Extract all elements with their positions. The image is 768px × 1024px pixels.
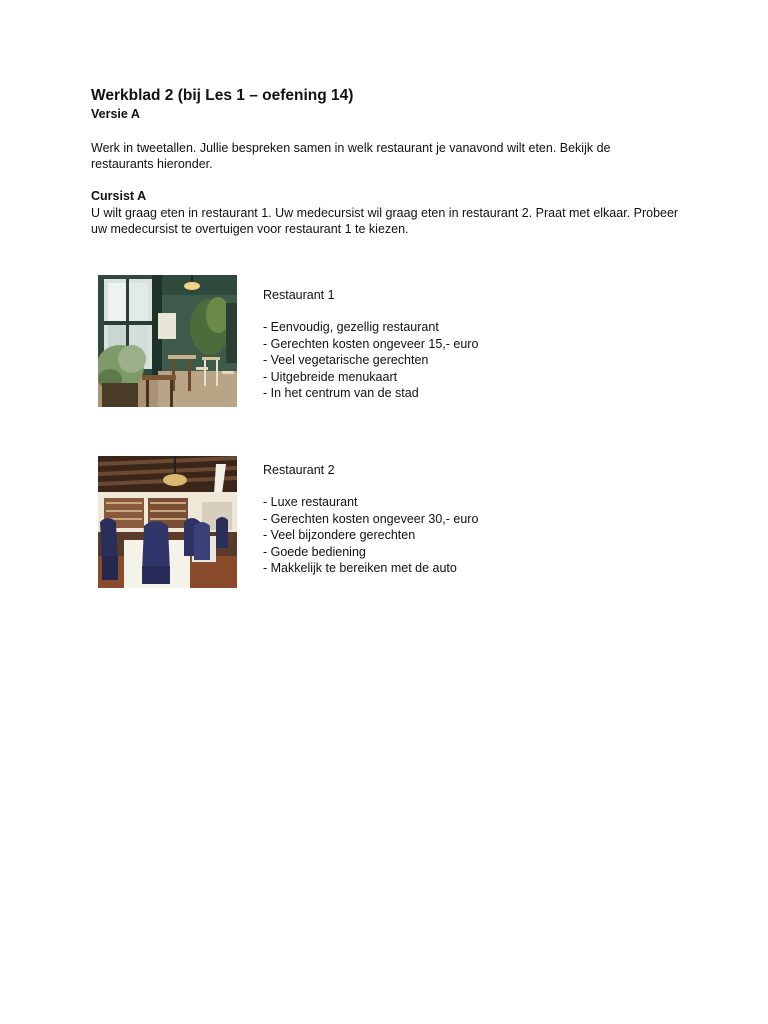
cursist-instructions: U wilt graag eten in restaurant 1. Uw medecursist wil graag eten in restaurant 2. Praat met elkaar. Probeer uw medecursist te overtuigen voor restaurant 1 te kiezen. [91, 206, 679, 236]
cursist-heading: Cursist A [91, 189, 147, 203]
restaurant-1-features [263, 319, 563, 401]
list-item: - Veel bijzondere gerechten [263, 528, 416, 543]
restaurant-2-name: Restaurant 2 [263, 463, 335, 477]
restaurant-2-features [263, 494, 563, 576]
list-item: - Gerechten kosten ongeveer 15,- euro [263, 336, 479, 351]
restaurant-2-info [263, 462, 563, 576]
list-item: - Makkelijk te bereiken met de auto [263, 561, 457, 576]
restaurant-1-photo [98, 275, 237, 407]
intro-text: Werk in tweetallen. Jullie bespreken samen in welk restaurant je vanavond wilt eten. Bekijk de restaurants hieronder. [91, 141, 611, 171]
list-item: - In het centrum van de stad [263, 386, 419, 401]
version-label: Versie A [91, 107, 140, 121]
list-item: - Goede bediening [263, 544, 366, 559]
restaurant-2-photo [98, 456, 237, 588]
list-item: - Uitgebreide menukaart [263, 369, 398, 384]
worksheet-title: Werkblad 2 (bij Les 1 – oefening 14) [91, 87, 354, 104]
list-item: - Luxe restaurant [263, 495, 358, 510]
list-item: - Eenvoudig, gezellig restaurant [263, 320, 439, 335]
restaurant-1-info [263, 287, 563, 401]
list-item: - Veel vegetarische gerechten [263, 353, 429, 368]
list-item: - Gerechten kosten ongeveer 30,- euro [263, 511, 479, 526]
restaurant-1-name: Restaurant 1 [263, 288, 335, 302]
